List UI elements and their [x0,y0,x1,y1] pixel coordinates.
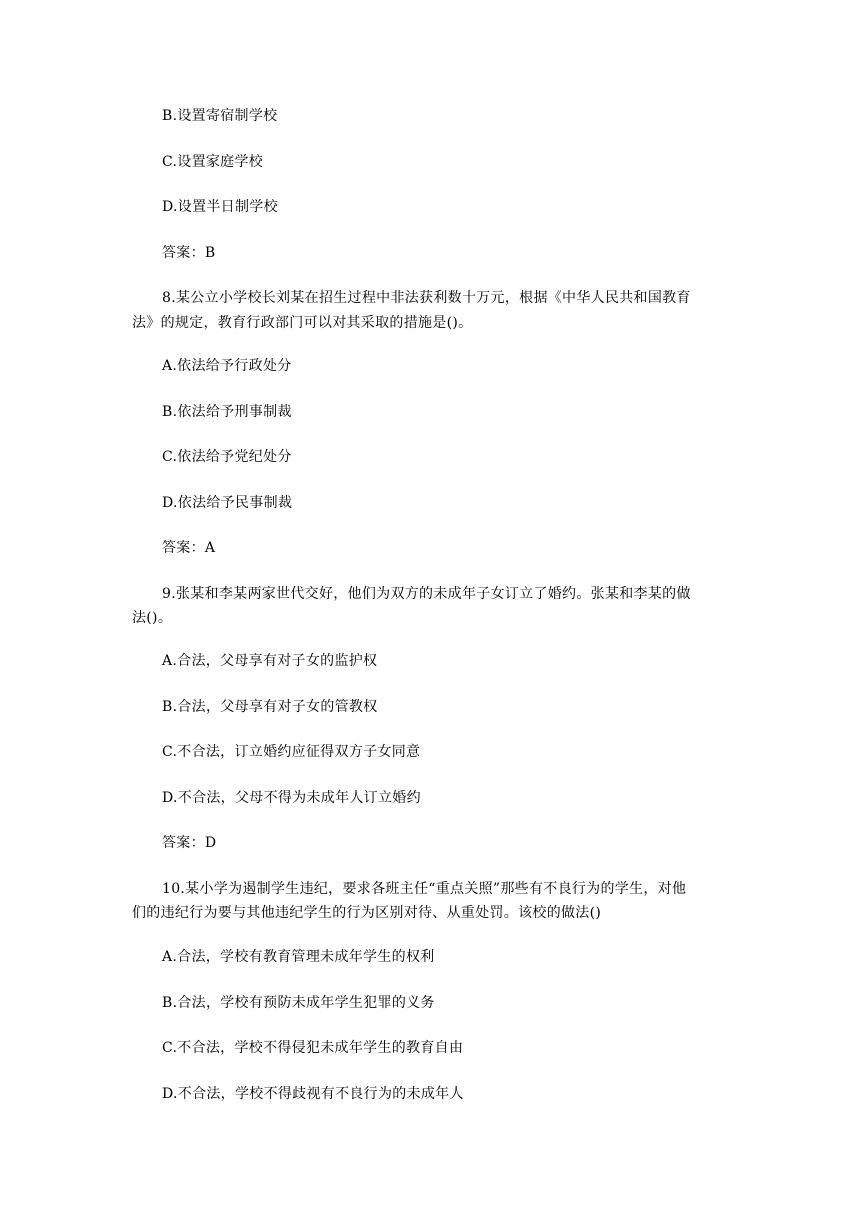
answer-line: 答案：D [162,835,217,851]
option-line: A.依法给予行政处分 [162,358,292,374]
question-continuation-line: 们的违纪行为要与其他违纪学生的行为区别对待、从重处罚。该校的做法() [132,905,602,921]
option-line: C.不合法，学校不得侵犯未成年学生的教育自由 [162,1040,464,1056]
option-line: C.不合法，订立婚约应征得双方子女同意 [162,744,421,760]
question-line: 8.某公立小学校长刘某在招生过程中非法获利数十万元，根据《中华人民共和国教育 [162,290,691,306]
question-continuation-line: 法()。 [132,610,173,626]
option-line: C.设置家庭学校 [162,154,264,170]
answer-line: 答案：A [162,540,216,556]
answer-line: 答案：B [162,245,216,261]
option-line: D.依法给予民事制裁 [162,495,293,511]
option-line: D.不合法，学校不得歧视有不良行为的未成年人 [162,1086,464,1102]
option-line: A.合法，父母享有对子女的监护权 [162,653,378,669]
option-line: C.依法给予党纪处分 [162,449,292,465]
question-line: 9.张某和李某两家世代交好，他们为双方的未成年子女订立了婚约。张某和李某的做 [162,586,691,602]
option-line: B.依法给予刑事制裁 [162,404,292,420]
option-line: D.设置半日制学校 [162,199,278,215]
question-continuation-line: 法》的规定，教育行政部门可以对其采取的措施是()。 [132,315,473,331]
option-line: B.合法，父母享有对子女的管教权 [162,699,378,715]
option-line: A.合法，学校有教育管理未成年学生的权利 [162,949,435,965]
option-line: B.合法，学校有预防未成年学生犯罪的义务 [162,995,435,1011]
option-line: B.设置寄宿制学校 [162,108,278,124]
option-line: D.不合法，父母不得为未成年人订立婚约 [162,790,421,806]
question-line: 10.某小学为遏制学生违纪，要求各班主任“重点关照”那些有不良行为的学生，对他 [162,881,687,897]
